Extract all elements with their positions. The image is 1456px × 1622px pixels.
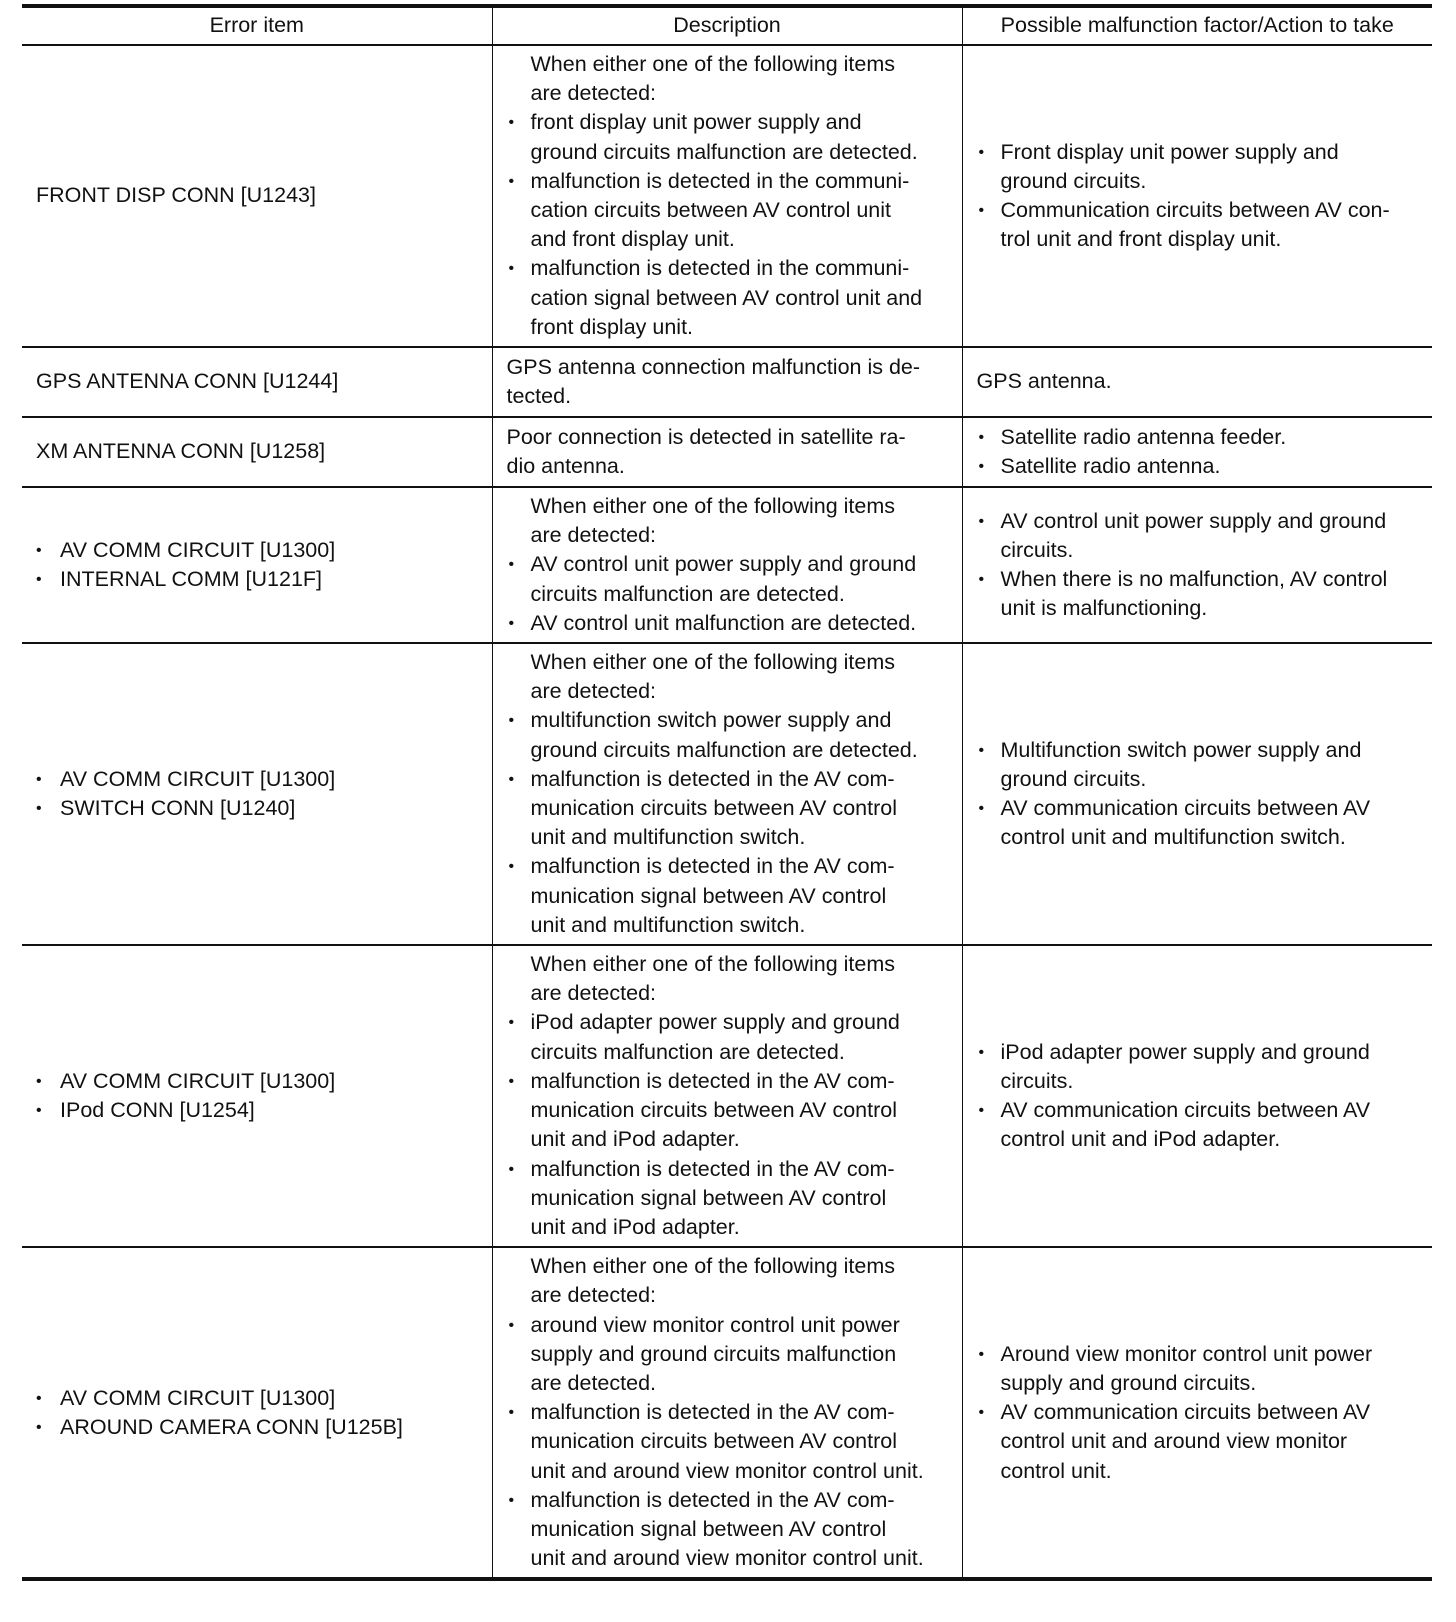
action-line: control unit and around view monitor (1000, 1429, 1348, 1454)
error-item-bullet: • IPod CONN [U1254] (36, 1096, 482, 1125)
description-line: • malfunction is detected in the communi- (530, 168, 910, 193)
action-line: • When there is no malfunction, AV control (1000, 567, 1388, 592)
description-line: • malfunction is detected in the AV com- (530, 1156, 895, 1181)
action-bullet (977, 565, 1423, 623)
action-bullet (977, 507, 1423, 565)
description-bullet (507, 1398, 952, 1486)
description-bullet (507, 1486, 952, 1574)
action-bullet (977, 1398, 1423, 1486)
header-error-item: Error item (22, 6, 492, 45)
error-item-bullet: • AV COMM CIRCUIT [U1300] (36, 1384, 482, 1413)
action-list (977, 423, 1423, 481)
error-item-bullet: • AROUND CAMERA CONN [U125B] (36, 1413, 482, 1442)
description-lead (507, 1252, 952, 1310)
error-item-text: XM ANTENNA CONN [U1258] (36, 439, 326, 464)
error-item-bullet: • AV COMM CIRCUIT [U1300] (36, 536, 482, 565)
description-line: front display unit. (530, 314, 694, 339)
table-row (22, 487, 1432, 643)
description-line: cation circuits between AV control unit (530, 198, 892, 223)
description-bullet (507, 108, 952, 166)
description-bullet (507, 254, 952, 342)
description-line: • malfunction is detected in the AV com- (530, 854, 895, 879)
description-lead (507, 648, 952, 706)
action-line: circuits. (1000, 537, 1074, 562)
description-lead (507, 50, 952, 108)
table-header-row (22, 6, 1432, 45)
description-line: • front display unit power supply and (530, 110, 862, 135)
description-line: are detected: (530, 523, 657, 548)
description-line: • malfunction is detected in the AV com- (530, 766, 895, 791)
action-line: • Around view monitor control unit power (1000, 1341, 1373, 1366)
description-line: and front display unit. (530, 227, 735, 252)
description-line: supply and ground circuits malfunction (530, 1341, 897, 1366)
action-line: • Front display unit power supply and (1000, 139, 1339, 164)
description-line: Poor connection is detected in satellite ra- (506, 424, 906, 449)
action-cell (962, 45, 1432, 347)
action-line: • Multifunction switch power supply and (1000, 737, 1362, 762)
description-line: When either one of the following items (530, 1254, 896, 1279)
description-cell (492, 347, 962, 417)
description-bullet (507, 609, 952, 638)
description-line: • iPod adapter power supply and ground (530, 1010, 900, 1035)
description-line: circuits malfunction are detected. (530, 1039, 845, 1064)
action-line: control unit and iPod adapter. (1000, 1127, 1281, 1152)
action-cell (962, 417, 1432, 487)
description-cell (492, 45, 962, 347)
table-row (22, 417, 1432, 487)
action-line: GPS antenna. (976, 369, 1112, 394)
action-bullet (977, 196, 1423, 254)
action-line: control unit and multifunction switch. (1000, 825, 1346, 850)
description-lead (507, 492, 952, 550)
error-item-bullet: • AV COMM CIRCUIT [U1300] (36, 765, 482, 794)
description-line: GPS antenna connection malfunction is de- (506, 354, 921, 379)
table-row (22, 945, 1432, 1247)
error-item-cell (22, 45, 492, 347)
action-bullet (977, 1096, 1423, 1154)
description-bullet (507, 1067, 952, 1155)
description-line: are detected: (530, 679, 657, 704)
action-list (977, 1038, 1423, 1155)
description-line: ground circuits malfunction are detected. (530, 737, 918, 762)
action-list (977, 507, 1423, 624)
error-item-cell (22, 417, 492, 487)
error-item-cell (22, 643, 492, 945)
error-item-bullet: • AV COMM CIRCUIT [U1300] (36, 1067, 482, 1096)
error-item-cell (22, 347, 492, 417)
description-line: cation signal between AV control unit and (530, 285, 923, 310)
action-list (977, 736, 1423, 853)
description-list (507, 550, 952, 638)
description-line: munication circuits between AV control (530, 1429, 897, 1454)
description-cell (492, 487, 962, 643)
header-description: Description (492, 6, 962, 45)
error-item-cell (22, 487, 492, 643)
description-line: are detected: (530, 81, 657, 106)
table-row (22, 1247, 1432, 1579)
action-line: • iPod adapter power supply and ground (1000, 1039, 1370, 1064)
description-lead (507, 950, 952, 1008)
error-item-list (36, 1067, 482, 1125)
action-line: control unit. (1000, 1458, 1112, 1483)
action-list (977, 1340, 1423, 1486)
description-line: When either one of the following items (530, 494, 896, 519)
description-line: tected. (506, 384, 572, 409)
action-line: ground circuits. (1000, 168, 1147, 193)
action-line: ground circuits. (1000, 766, 1147, 791)
error-item-cell (22, 1247, 492, 1579)
error-item-text: FRONT DISP CONN [U1243] (36, 183, 316, 208)
action-list (977, 138, 1423, 255)
description-cell (492, 643, 962, 945)
action-line: • Satellite radio antenna feeder. (1000, 424, 1287, 449)
action-line: • Satellite radio antenna. (1000, 454, 1221, 479)
action-line: trol unit and front display unit. (1000, 227, 1282, 252)
error-item-list (36, 765, 482, 823)
action-line: circuits. (1000, 1068, 1074, 1093)
error-item-cell (22, 945, 492, 1247)
description-line: • around view monitor control unit power (530, 1312, 900, 1337)
description-line: • malfunction is detected in the AV com- (530, 1400, 895, 1425)
description-list (507, 706, 952, 940)
description-bullet (507, 852, 952, 940)
description-line: • malfunction is detected in the AV com- (530, 1068, 895, 1093)
description-line: • multifunction switch power supply and (530, 708, 892, 733)
action-bullet (977, 452, 1423, 481)
table-row (22, 643, 1432, 945)
description-list (507, 1311, 952, 1574)
table-row (22, 347, 1432, 417)
description-line: are detected: (530, 981, 657, 1006)
error-item-list (36, 1384, 482, 1442)
action-line: unit is malfunctioning. (1000, 596, 1208, 621)
action-line: • AV communication circuits between AV (1000, 1400, 1371, 1425)
header-action: Possible malfunction factor/Action to take (962, 6, 1432, 45)
description-list (507, 108, 952, 342)
description-line: unit and iPod adapter. (530, 1127, 740, 1152)
description-line: are detected: (530, 1283, 657, 1308)
action-line: • AV communication circuits between AV (1000, 1098, 1371, 1123)
table-body (22, 45, 1432, 1579)
action-cell (962, 347, 1432, 417)
description-line: When either one of the following items (530, 52, 896, 76)
error-item-list (36, 536, 482, 594)
description-bullet (507, 550, 952, 608)
description-line: • malfunction is detected in the communi- (530, 256, 910, 281)
description-line: dio antenna. (506, 454, 625, 479)
description-line: ground circuits malfunction are detected. (530, 139, 918, 164)
action-cell (962, 487, 1432, 643)
description-line: munication signal between AV control (530, 1185, 887, 1210)
action-bullet (977, 794, 1423, 852)
description-line: are detected. (530, 1370, 657, 1395)
action-bullet (977, 736, 1423, 794)
description-line: • AV control unit malfunction are detected. (530, 610, 917, 635)
action-line: supply and ground circuits. (1000, 1370, 1257, 1395)
action-bullet (977, 1340, 1423, 1398)
description-line: • malfunction is detected in the AV com- (530, 1487, 895, 1512)
table-row (22, 45, 1432, 347)
description-line: • AV control unit power supply and ground (530, 552, 917, 577)
description-line: When either one of the following items (530, 650, 896, 675)
description-bullet (507, 1155, 952, 1243)
action-cell (962, 945, 1432, 1247)
description-bullet (507, 1008, 952, 1066)
description-cell (492, 945, 962, 1247)
action-line: • AV control unit power supply and ground (1000, 508, 1387, 533)
action-cell (962, 643, 1432, 945)
description-line: munication circuits between AV control (530, 796, 897, 821)
description-line: circuits malfunction are detected. (530, 581, 845, 606)
action-line: • AV communication circuits between AV (1000, 796, 1371, 821)
description-line: unit and around view monitor control unit. (530, 1546, 924, 1571)
description-bullet (507, 1311, 952, 1399)
description-cell (492, 1247, 962, 1579)
action-bullet (977, 1038, 1423, 1096)
description-line: munication signal between AV control (530, 883, 887, 908)
error-item-text: GPS ANTENNA CONN [U1244] (36, 369, 339, 394)
description-bullet (507, 706, 952, 764)
action-bullet (977, 423, 1423, 452)
description-line: unit and around view monitor control unit. (530, 1458, 924, 1483)
error-item-bullet: • INTERNAL COMM [U121F] (36, 565, 482, 594)
description-line: munication signal between AV control (530, 1516, 887, 1541)
action-line: • Communication circuits between AV con- (1000, 198, 1390, 223)
description-cell (492, 417, 962, 487)
description-list (507, 1008, 952, 1242)
description-line: unit and multifunction switch. (530, 825, 806, 850)
error-item-table (22, 4, 1432, 1581)
description-bullet (507, 765, 952, 853)
description-line: unit and iPod adapter. (530, 1214, 740, 1239)
description-bullet (507, 167, 952, 255)
action-bullet (977, 138, 1423, 196)
description-line: munication circuits between AV control (530, 1098, 897, 1123)
error-item-bullet: • SWITCH CONN [U1240] (36, 794, 482, 823)
description-line: unit and multifunction switch. (530, 912, 806, 937)
description-line: When either one of the following items (530, 952, 896, 977)
action-cell (962, 1247, 1432, 1579)
